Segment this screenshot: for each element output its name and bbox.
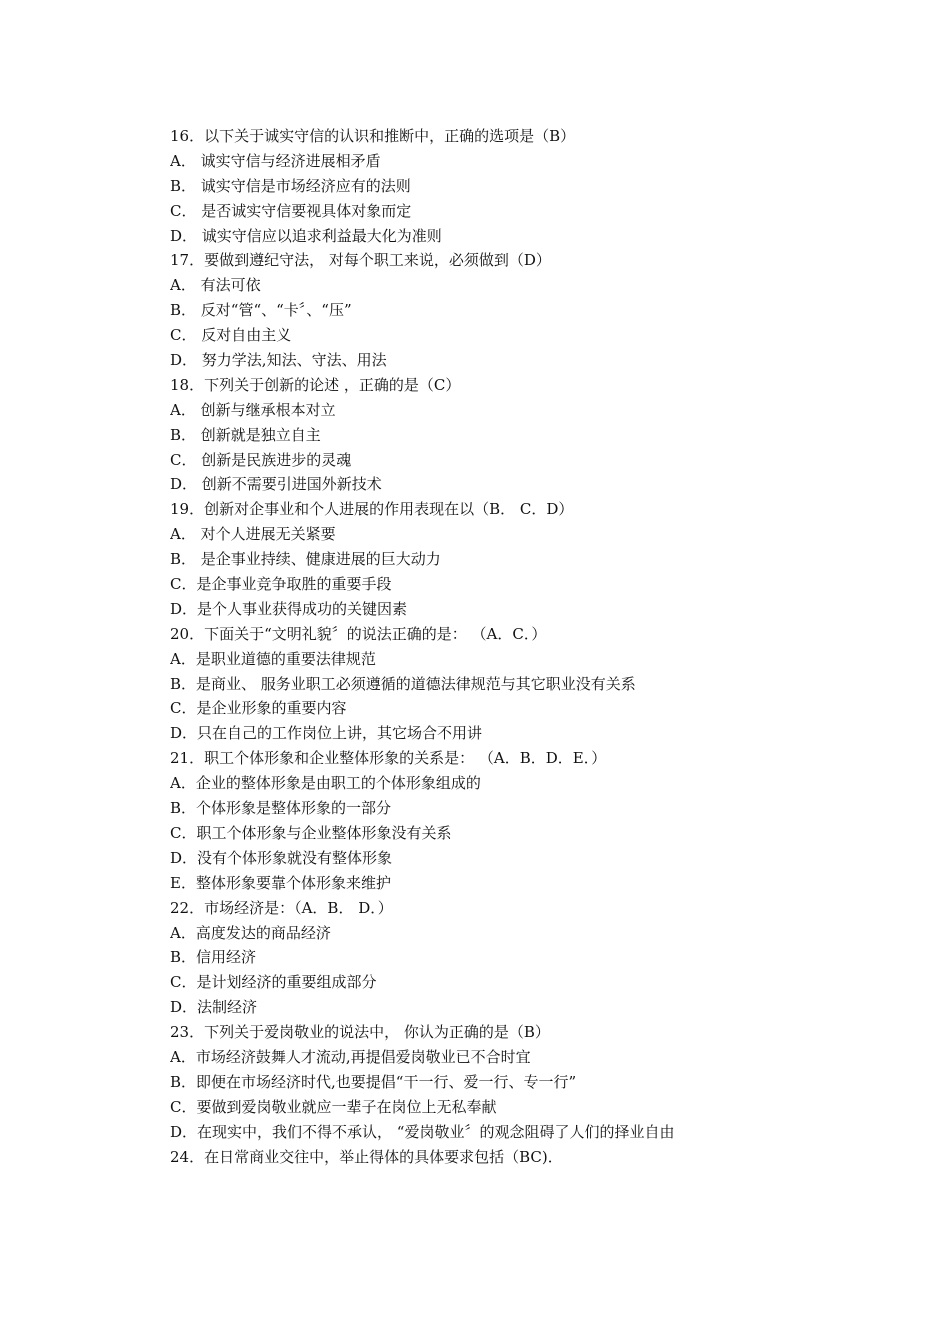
option-22a: A．高度发达的商品经济 [170,923,331,942]
option-16d: D． 诚实守信应以追求利益最大化为准则 [170,226,442,245]
question-20: 20．下面关于“文明礼貌〞的说法正确的是： （A．C．） [170,624,547,643]
option-16b: B． 诚实守信是市场经济应有的法则 [170,176,411,195]
question-17: 17．要做到遵纪守法， 对每个职工来说，必须做到（D） [170,251,551,270]
option-18c: C． 创新是民族进步的灵魂 [170,450,352,469]
option-21c: C．职工个体形象与企业整体形象没有关系 [170,823,452,842]
option-18d: D． 创新不需要引进国外新技术 [170,475,382,494]
option-16c: C． 是否诚实守信要视具体对象而定 [170,201,412,220]
option-23d: D．在现实中，我们不得不承认， “爱岗敬业〞的观念阻碍了人们的择业自由 [170,1122,675,1141]
question-16: 16．以下关于诚实守信的认识和推断中，正确的选项是（B） [170,127,576,145]
question-18: 18．下列关于创新的论述 ，正确的是（C） [170,375,461,394]
option-19d: D．是个人事业获得成功的关键因素 [170,599,408,618]
option-21d: D．没有个体形象就没有整体形象 [170,848,393,867]
option-21b: B．个体形象是整体形象的一部分 [170,799,392,818]
option-17b: B． 反对“管“、“卡〞、“压” [170,301,352,320]
question-list [170,124,890,1169]
option-23a: A．市场经济鼓舞人才流动,再提倡爱岗敬业已不合时宜 [170,1047,531,1066]
question-22: 22．市场经济是：（A．B． D．） [170,898,393,917]
question-23: 23．下列关于爱岗敬业的说法中， 你认为正确的是（B） [170,1023,550,1042]
option-19c: C．是企事业竞争取胜的重要手段 [170,575,392,594]
option-19b: B． 是企事业持续、健康进展的巨大动力 [170,550,441,569]
option-21a: A．企业的整体形象是由职工的个体形象组成的 [170,774,481,793]
option-17d: D． 努力学法,知法、守法、用法 [170,351,387,370]
option-18a: A． 创新与继承根本对立 [170,400,336,419]
option-19a: A． 对个人进展无关紧要 [170,525,336,544]
question-21: 21．职工个体形象和企业整体形象的关系是： （A．B．D．E．） [170,749,607,768]
question-24: 24．在日常商业交往中，举止得体的具体要求包括（BC)． [170,1147,563,1166]
option-17c: C． 反对自由主义 [170,326,292,345]
option-20b: B．是商业、 服务业职工必须遵循的道德法律规范与其它职业没有关系 [170,674,636,693]
option-16a: A． 诚实守信与经济进展相矛盾 [170,151,381,170]
option-22b: B．信用经济 [170,948,257,967]
option-23b: B．即便在市场经济时代,也要提倡“干一行、爱一行、专一行” [170,1072,577,1091]
option-17a: A． 有法可依 [170,276,261,295]
option-22d: D．法制经济 [170,998,258,1017]
option-20a: A．是职业道德的重要法律规范 [170,649,376,668]
option-18b: B． 创新就是独立自主 [170,425,321,444]
option-23c: C．要做到爱岗敬业就应一辈子在岗位上无私奉献 [170,1097,497,1116]
option-22c: C．是计划经济的重要组成部分 [170,973,377,992]
question-19: 19．创新对企事业和个人进展的作用表现在以（B． C．D） [170,500,574,519]
option-21e: E．整体形象要靠个体形象来维护 [170,873,391,892]
option-20c: C．是企业形象的重要内容 [170,699,347,718]
option-20d: D．只在自己的工作岗位上讲，其它场合不用讲 [170,724,483,743]
